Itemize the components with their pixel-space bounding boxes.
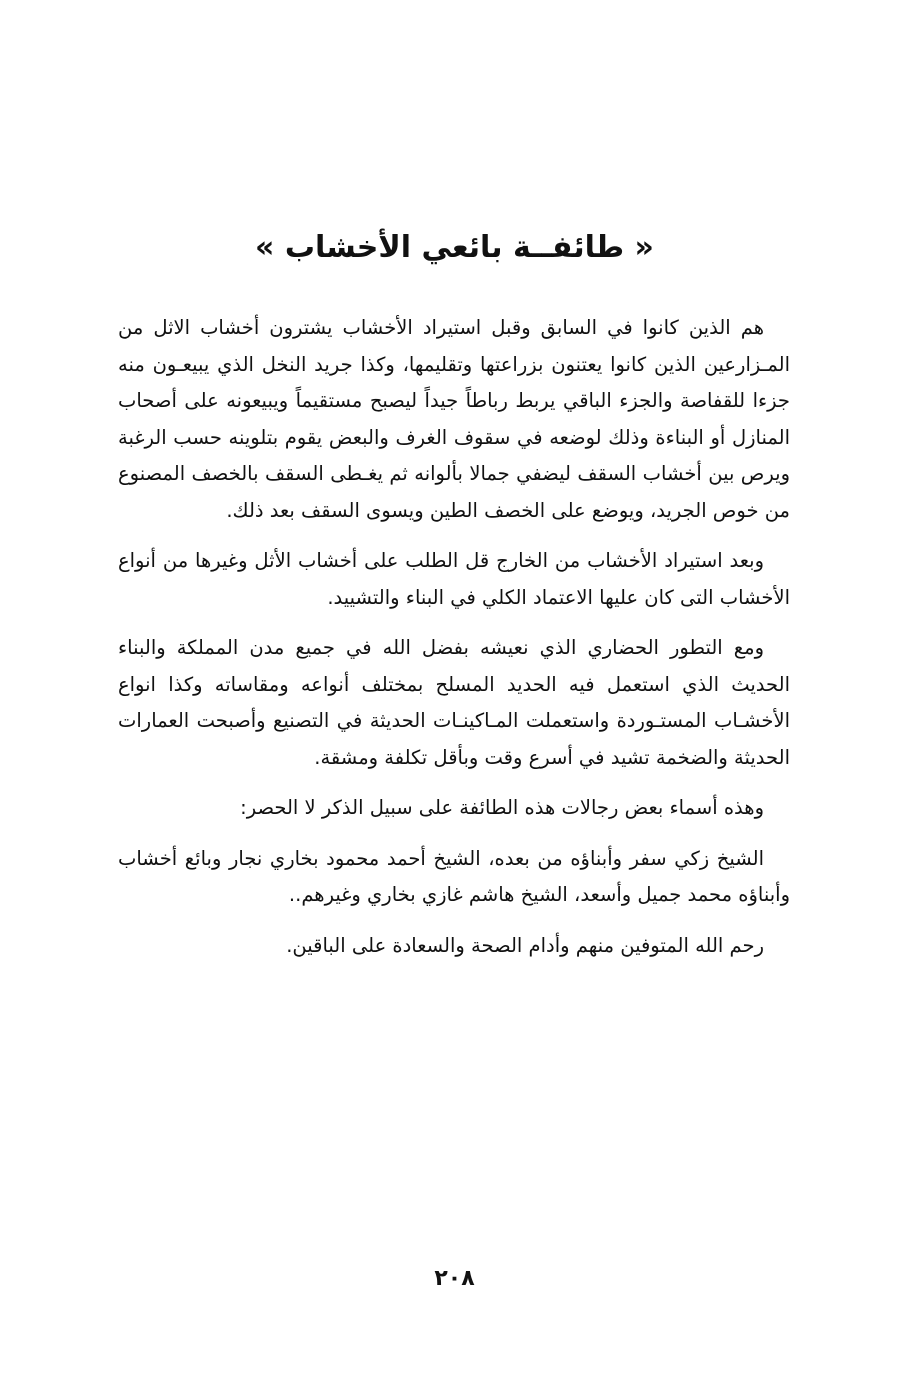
paragraph-5: الشيخ زكي سفر وأبناؤه من بعده، الشيخ أحمد محمود بخاري نجار وبائع أخشاب وأبناؤه محمد جميل وأسعد، الشيخ هاشم غازي بخاري وغيرهم..: [118, 846, 790, 906]
paragraph-4: وهذه أسماء بعض رجالات هذه الطائفة على سبيل الذكر لا الحصر:: [240, 796, 764, 819]
section-title: « طائفــة بائعي الأخشاب »: [255, 230, 654, 265]
paragraph-1: هم الذين كانوا في السابق وقبل استيراد الأخشاب يشترون أخشاب الاثل من المـزارعين الذين كانوا يعتنون بزراعتها وتقليمها، وكذا جريد النخل الذي يبيعـون منه جزءا للقفاصة والجزء الباقي يربط رباطاً جيداً ليصبح مستقيماً ويبيعونه على أصحاب المنازل أو البناءة وذلك لوضعه في سقوف الغرف والبعض يقوم بتلوينه حسب الرغبة ويرص بين أخشاب السقف ليضفي جمالا بألوانه ثم يغـطى السقف بالخصف المصنوع من خوص الجريد، ويوضع على الخصف الطين ويسوى السقف بعد ذلك.: [118, 316, 790, 522]
paragraph-2: وبعد استيراد الأخشاب من الخارج قل الطلب على أخشاب الأثل وغيرها من أنواع الأخشاب التى كان عليها الاعتماد الكلي في البناء والتشييد.: [118, 549, 790, 609]
page-number: ٢٠٨: [434, 1266, 475, 1291]
body-text: [118, 310, 790, 978]
paragraph-3: ومع التطور الحضاري الذي نعيشه بفضل الله في جميع مدن المملكة والبناء الحديث الذي استعمل فيه الحديد المسلح بمختلف أنواعه ومقاساته وكذا انواع الأخشـاب المستـوردة واستعملت المـاكينـات الحديثة في التصنيع وأصبحت العمارات الحديثة والضخمة تشيد في أسرع وقت وبأقل تكلفة ومشقة.: [118, 636, 790, 769]
paragraph-6: رحم الله المتوفين منهم وأدام الصحة والسعادة على الباقين.: [286, 933, 764, 957]
